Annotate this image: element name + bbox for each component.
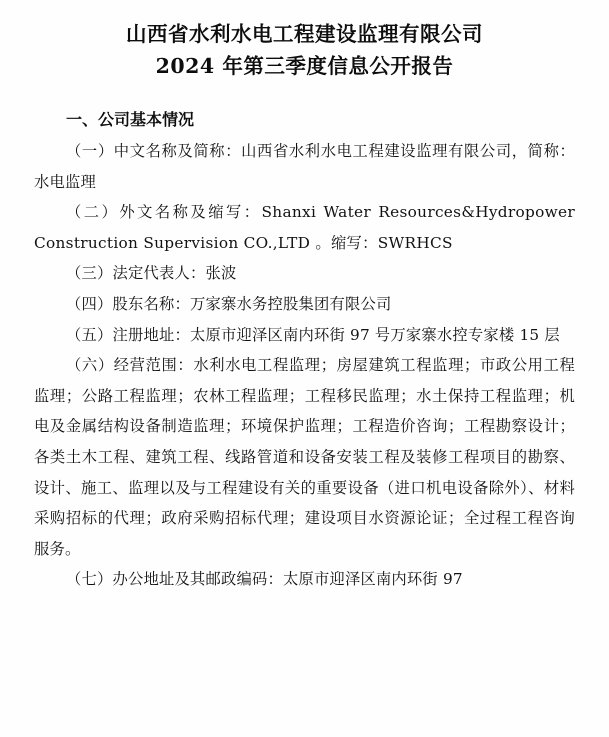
title-line-2: 2024 年第三季度信息公开报告	[155, 54, 454, 78]
paragraph-office-address: （七）办公地址及其邮政编码：太原市迎泽区南内环街 97	[66, 570, 463, 589]
paragraph-chinese-name: （一）中文名称及简称：山西省水利水电工程建设监理有限公司，简称：水电监理	[34, 142, 575, 191]
title-line-1: 山西省水利水电工程建设监理有限公司	[126, 22, 483, 46]
document-title	[34, 18, 575, 82]
section-heading-company-basics: 一、公司基本情况	[66, 110, 195, 129]
paragraph-business-scope: （六）经营范围：水利水电工程监理；房屋建筑工程监理；市政公用工程监理；公路工程监理；农林工程监理；工程移民监理；水土保持工程监理；机电及金属结构设备制造监理；环境保护监理；工程造价咨询；工程勘察设计；各类土木工程、建筑工程、线路管道和设备安装工程及装修工程项目的勘察、设计、施工、监理以及与工程建设有关的重要设备（进口机电设备除外）、材料采购招标的代理；政府采购招标代理；建设项目水资源论证；全过程工程咨询服务。	[34, 356, 575, 558]
paragraph-legal-representative: （三）法定代表人：张波	[66, 264, 237, 283]
paragraph-foreign-name: （二）外文名称及缩写：Shanxi Water Resources&Hydropower Construction Supervision CO.,LTD 。缩写：SWRHCS	[34, 203, 575, 252]
paragraph-shareholder: （四）股东名称：万家寨水务控股集团有限公司	[66, 294, 392, 313]
paragraph-registered-address: （五）注册地址：太原市迎泽区南内环街 97 号万家寨水控专家楼 15 层	[66, 325, 560, 344]
